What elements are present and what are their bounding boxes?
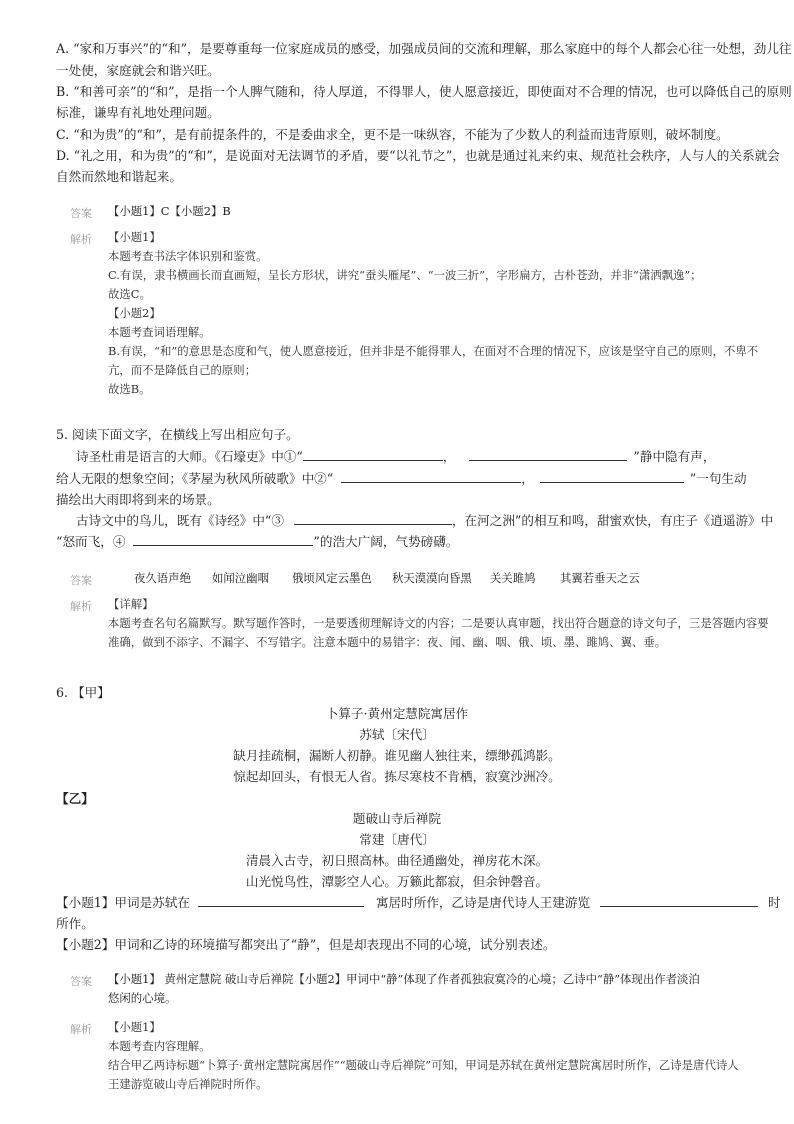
poem-yi-heading: 【乙】 bbox=[56, 791, 94, 806]
blank-1a[interactable] bbox=[303, 446, 443, 461]
answer-line: 悠闲的心境。 bbox=[108, 991, 177, 1005]
option-a-line1: A. “家和万事兴”的“和”，是要尊重每一位家庭成员的感受，加强成员间的交流和理解，那么家庭中的每个人都会心往一处想，劲儿往 bbox=[56, 41, 792, 56]
q5-line3: 描绘出大雨即将到来的场景。 bbox=[56, 492, 220, 507]
option-b-line1: B. “和善可亲”的“和”，是指一个人脾气随和，待人厚道，不得罪人，使人愿意接近，即使面对不合理的情况，也可以降低自己的原则 bbox=[56, 84, 792, 99]
answer-item: 夜久语声绝 bbox=[134, 571, 191, 585]
q6-subq1-line2: 所作。 bbox=[56, 916, 94, 931]
poem-yi-title: 题破山寺后禅院 bbox=[352, 811, 442, 826]
answer-line: 【小题1】 黄州定慧院 破山寺后禅院【小题2】甲词中“静”体现了作者孤独寂寞冷的心境；乙诗中“静”体现出作者淡泊 bbox=[108, 972, 700, 986]
analysis-line: 【小题1】 bbox=[108, 230, 161, 244]
analysis-line: 【小题2】 bbox=[108, 306, 161, 320]
analysis-line: 结合甲乙两诗标题“卜算子·黄州定慧院寓居作”“题破山寺后禅院”可知，甲词是苏轼在黄州定慧院寓居时所作，乙诗是唐代诗人 bbox=[108, 1058, 739, 1072]
answer-label: 答案 bbox=[70, 207, 92, 220]
q6-subq2: 【小题2】甲词和乙诗的环境描写都突出了“静”，但是却表现出不同的心境，试分别表述。 bbox=[56, 937, 556, 952]
answer-text: 【小题1】C【小题2】B bbox=[108, 204, 231, 218]
poem-yi-author: 常建〔唐代〕 bbox=[359, 832, 435, 847]
q5-line2: 给人无限的想象空间；《茅屋为秋风所破歌》中②“ ， ”一句生动 bbox=[56, 468, 746, 490]
option-a-line2: 一处使，家庭就会和谐兴旺。 bbox=[56, 63, 220, 78]
blank-q6-2[interactable] bbox=[600, 892, 758, 907]
question-6-heading: 6. 【甲】 bbox=[56, 685, 110, 700]
analysis-line: 【小题1】 bbox=[108, 1020, 161, 1034]
analysis-label: 解析 bbox=[70, 600, 92, 613]
analysis-line: B.有误，“和”的意思是态度和气，使人愿意接近，但并非是不能得罪人，在面对不合理的情况下，应该是坚守自己的原则，不卑不 bbox=[108, 344, 759, 358]
analysis-line: 本题考查名句名篇默写。默写题作答时，一是要透彻理解诗文的内容；二是要认真审题，找出符合题意的诗文句子，三是答题内容要 bbox=[108, 616, 769, 630]
blank-2a[interactable] bbox=[341, 468, 521, 483]
analysis-label: 解析 bbox=[70, 233, 92, 246]
analysis-line: 王建游览破山寺后禅院时所作。 bbox=[108, 1077, 268, 1091]
option-d-line2: 自然而然地和谐起来。 bbox=[56, 169, 182, 184]
analysis-line: 准确，做到不添字、不漏字、不写错字。注意本题中的易错字：夜、闻、幽、咽、俄、顷、墨、雎鸠、翼、垂。 bbox=[108, 635, 667, 649]
q5-line1: 诗圣杜甫是语言的大师。《石壕吏》中①“ ， ”静中隐有声， bbox=[76, 446, 766, 468]
q6-subq1-line1: 【小题1】甲词是苏轼在 寓居时所作，乙诗是唐代诗人王建游览 时 bbox=[56, 892, 746, 914]
blank-q6-1[interactable] bbox=[198, 892, 364, 907]
option-c-line1: C. “和为贵”的“和”，是有前提条件的，不是委曲求全，更不是一味纵容，不能为了少数人的利益而违背原则，破坏制度。 bbox=[56, 127, 729, 142]
poem-jia-author: 苏轼〔宋代〕 bbox=[359, 727, 435, 742]
answer-item: 关关雎鸠 bbox=[490, 571, 536, 585]
analysis-line: 本题考查书法字体识别和鉴赏。 bbox=[108, 249, 268, 263]
answer-item: 秋天漠漠向昏黑 bbox=[392, 571, 472, 585]
answer-item: 如闻泣幽咽 bbox=[212, 571, 269, 585]
poem-yi-line: 清晨入古寺，初日照高林。曲径通幽处，禅房花木深。 bbox=[245, 853, 549, 868]
analysis-line: 本题考查内容理解。 bbox=[108, 1039, 211, 1053]
analysis-line: 亢，而不是降低自己的原则； bbox=[108, 363, 257, 377]
poem-jia-title: 卜算子·黄州定慧院寓居作 bbox=[325, 706, 469, 721]
blank-1b[interactable] bbox=[469, 446, 627, 461]
answer-item: 其翼若垂天之云 bbox=[560, 571, 640, 585]
blank-3[interactable] bbox=[294, 510, 452, 525]
answer-label: 答案 bbox=[70, 975, 92, 988]
blank-2b[interactable] bbox=[540, 468, 684, 483]
answer-item: 俄顷风定云墨色 bbox=[292, 571, 372, 585]
poem-jia-line: 缺月挂疏桐，漏断人初静。谁见幽人独往来，缥缈孤鸿影。 bbox=[233, 748, 561, 763]
poem-yi-line: 山光悦鸟性，潭影空人心。万籁此都寂，但余钟磬音。 bbox=[245, 874, 549, 889]
q5-line4: 古诗文中的鸟儿，既有《诗经》中“③ ，在河之洲”的相互和鸣，甜蜜欢快，有庄子《逍遥游》中 bbox=[76, 510, 766, 532]
blank-4[interactable] bbox=[133, 531, 313, 546]
option-d-line1: D. “礼之用，和为贵”的“和”，是说面对无法调节的矛盾，要“以礼节之”，也就是通过礼来约束、规范社会秩序，人与人的关系就会 bbox=[56, 148, 780, 163]
q5-line5: “怒而飞，④ ”的浩大广阔，气势磅礴。 bbox=[56, 531, 746, 553]
poem-jia-line: 惊起却回头，有恨无人省。拣尽寒枝不肯栖，寂寞沙洲冷。 bbox=[233, 769, 561, 784]
analysis-label: 解析 bbox=[70, 1023, 92, 1036]
analysis-line: 故选B。 bbox=[108, 382, 151, 396]
analysis-line: C.有误，隶书横画长而直画短，呈长方形状，讲究“蚕头雁尾”、“一波三折”，字形扁方，古朴苍劲，并非“潇洒飘逸”； bbox=[108, 268, 702, 282]
analysis-line: 本题考查词语理解。 bbox=[108, 325, 211, 339]
analysis-line: 故选C。 bbox=[108, 287, 151, 301]
question-5-heading: 5. 阅读下面文字，在横线上写出相应句子。 bbox=[56, 427, 299, 442]
answer-label: 答案 bbox=[70, 574, 92, 587]
option-b-line2: 标准，谦卑有礼地处理问题。 bbox=[56, 105, 220, 120]
analysis-line: 【详解】 bbox=[108, 597, 154, 611]
